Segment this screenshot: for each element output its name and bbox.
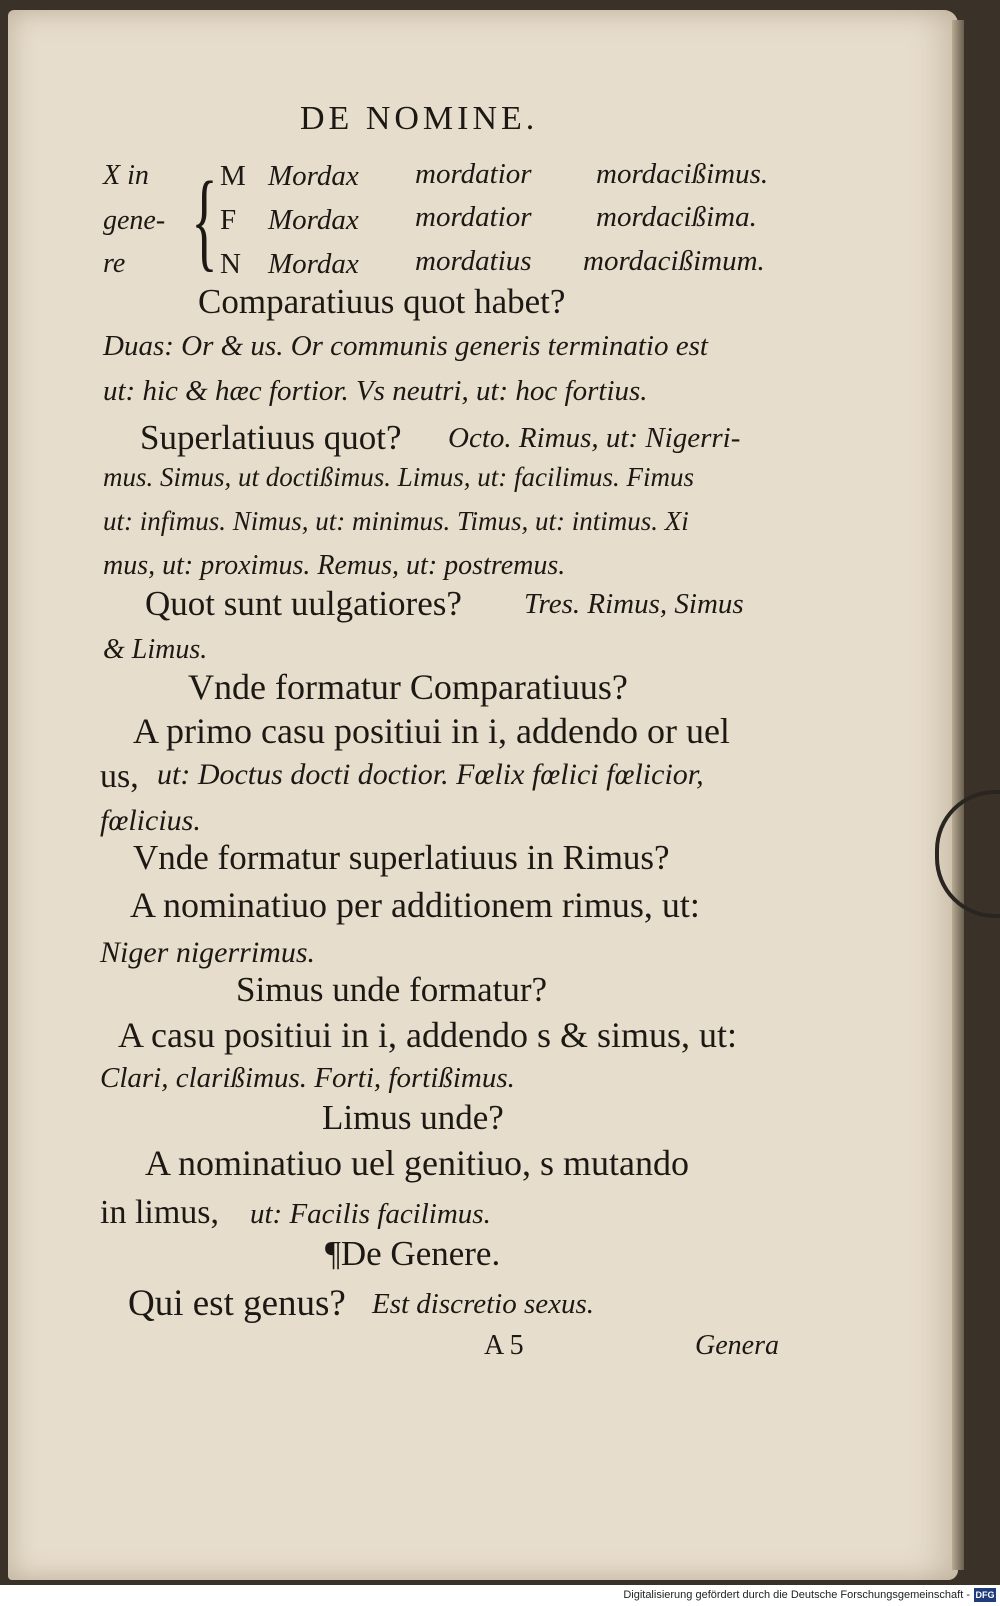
line-a-primo: A primo casu positiui in i, addendo or uel <box>133 711 730 751</box>
line-fimus: ut: infimus. Nimus, ut: minimus. Timus, ut: intimus. Xi <box>103 506 689 536</box>
line-in-limus: in limus, <box>100 1194 220 1231</box>
line-limus-unde: Limus unde? <box>322 1098 504 1137</box>
line-a-casu: A casu positiui in i, addendo s & simus, ut: <box>118 1015 737 1055</box>
page-edge <box>952 20 964 1570</box>
line-qui-est-genus: Qui est genus? <box>128 1283 346 1324</box>
line-limus: & Limus. <box>103 634 208 665</box>
row-f-comparative: mordatior <box>415 201 532 233</box>
footer-bar <box>0 1585 1000 1606</box>
line-remus: mus, ut: proximus. Remus, ut: postremus. <box>103 550 566 581</box>
line-tres: Tres. Rimus, Simus <box>524 588 744 620</box>
line-vnde-comparatiuus: Vnde formatur Comparatiuus? <box>188 667 628 707</box>
row-f-gender: F <box>220 204 237 236</box>
line-superlatiuus-question: Superlatiuus quot? <box>140 418 402 457</box>
gender-label-3: re <box>103 248 126 279</box>
line-comparatiuus-question: Comparatiuus quot habet? <box>198 282 566 321</box>
line-doctus: ut: Doctus docti doctior. Fœlix fœlici fœlicior, <box>157 758 704 791</box>
row-m-positive: Mordax <box>268 160 359 192</box>
line-duas: Duas: Or & us. Or communis generis terminatio est <box>103 330 708 362</box>
line-foelicius: fœlicius. <box>100 804 201 837</box>
line-uulgatiores-question: Quot sunt uulgatiores? <box>145 584 462 623</box>
line-facilis: ut: Facilis facilimus. <box>250 1198 491 1230</box>
row-n-gender: N <box>220 248 241 280</box>
line-nominatiuo-genitiuo: A nominatiuo uel genitiuo, s mutando <box>145 1143 689 1183</box>
brace-symbol: { <box>191 159 218 281</box>
gender-label-1: X in <box>103 160 149 191</box>
line-simus-unde: Simus unde formatur? <box>236 970 548 1009</box>
line-clari: Clari, clarißimus. Forti, fortißimus. <box>100 1062 515 1094</box>
line-fortior: ut: hic & hæc fortior. Vs neutri, ut: hoc fortius. <box>103 375 648 407</box>
dfg-logo: DFG <box>975 1590 995 1600</box>
row-n-comparative: mordatius <box>415 245 532 277</box>
row-f-positive: Mordax <box>268 204 359 236</box>
page-header: DE NOMINE. <box>300 100 539 137</box>
row-m-comparative: mordatior <box>415 158 532 190</box>
row-f-superlative: mordacißima. <box>596 201 757 233</box>
row-n-positive: Mordax <box>268 248 359 280</box>
line-us: us, <box>100 758 139 795</box>
footer-credit: Digitalisierung gefördert durch die Deutsche Forschungsgemeinschaft - <box>623 1589 970 1601</box>
line-vnde-superlatiuus: Vnde formatur superlatiuus in Rimus? <box>133 838 670 877</box>
line-discretio: Est discretio sexus. <box>372 1288 595 1320</box>
line-niger: Niger nigerrimus. <box>100 936 316 969</box>
catchword: Genera <box>695 1330 779 1361</box>
signature-mark: A 5 <box>484 1330 524 1361</box>
row-m-gender: M <box>220 160 246 192</box>
row-n-superlative: mordacißimum. <box>583 245 765 277</box>
row-m-superlative: mordacißimus. <box>596 158 769 190</box>
line-simus: mus. Simus, ut doctißimus. Limus, ut: facilimus. Fimus <box>103 462 695 492</box>
section-heading-de-genere: ¶De Genere. <box>325 1234 501 1273</box>
line-a-nominatiuo: A nominatiuo per additionem rimus, ut: <box>130 885 700 925</box>
line-octo: Octo. Rimus, ut: Nigerri- <box>448 422 741 454</box>
gender-label-2: gene- <box>103 205 166 236</box>
